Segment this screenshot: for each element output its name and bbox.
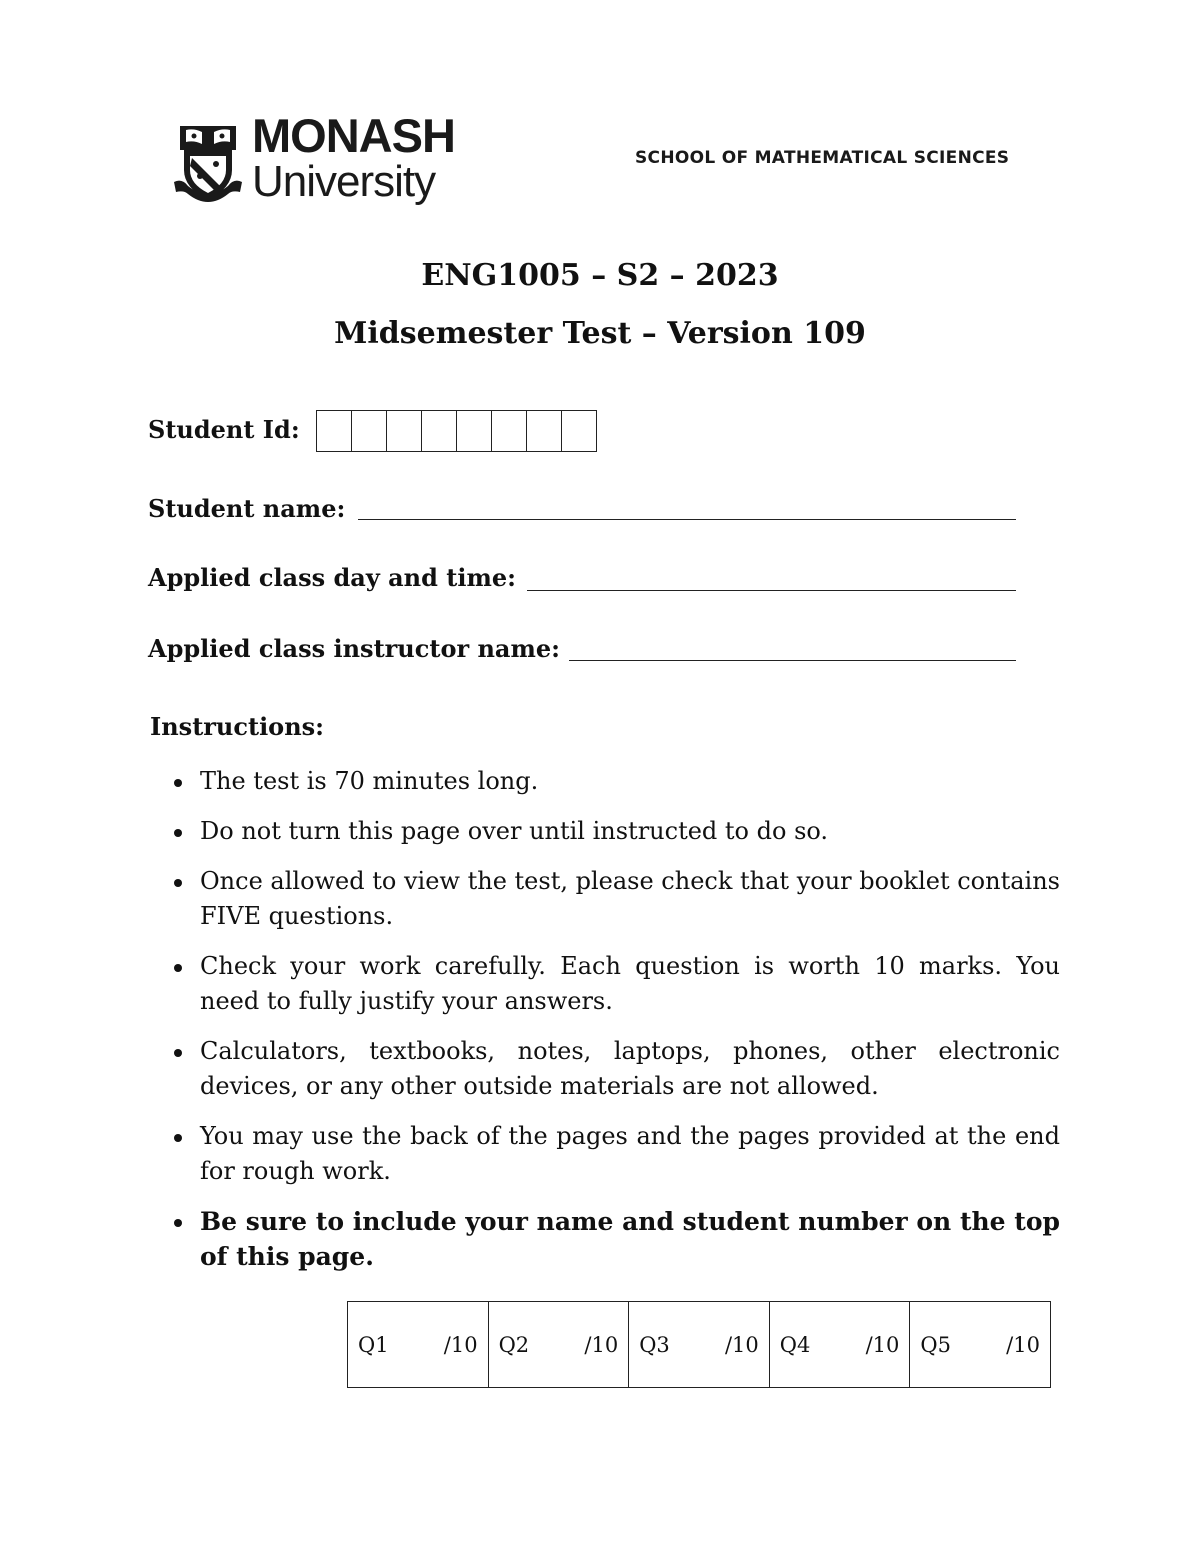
list-item bbox=[172, 1119, 1060, 1189]
marks-table bbox=[347, 1301, 1051, 1388]
instructions-list bbox=[172, 764, 1060, 1289]
mark-cell-q4[interactable] bbox=[770, 1302, 911, 1387]
bullet-icon bbox=[174, 879, 182, 887]
student-id-box[interactable] bbox=[317, 410, 352, 452]
student-id-box[interactable] bbox=[352, 410, 387, 452]
instruction-text: Do not turn this page over until instructed to do so. bbox=[200, 817, 829, 845]
bullet-icon bbox=[174, 1049, 182, 1057]
question-label: Q5 bbox=[920, 1332, 951, 1357]
question-max-marks: /10 bbox=[724, 1332, 759, 1357]
question-label: Q3 bbox=[639, 1332, 670, 1357]
list-item bbox=[172, 814, 1060, 849]
course-title: ENG1005 – S2 – 2023 bbox=[421, 258, 779, 293]
bullet-icon bbox=[174, 1134, 182, 1142]
bullet-icon bbox=[174, 964, 182, 972]
mark-cell-q1[interactable] bbox=[348, 1302, 489, 1387]
list-item bbox=[172, 1204, 1060, 1274]
question-max-marks: /10 bbox=[1006, 1332, 1040, 1357]
question-label: Q1 bbox=[358, 1332, 389, 1357]
monash-logo bbox=[172, 109, 462, 210]
question-max-marks: /10 bbox=[865, 1332, 900, 1357]
question-max-marks: /10 bbox=[584, 1332, 619, 1357]
bullet-icon bbox=[174, 779, 182, 787]
student-id-box[interactable] bbox=[492, 410, 527, 452]
student-name-label: Student name: bbox=[148, 494, 346, 523]
question-max-marks: /10 bbox=[443, 1332, 478, 1357]
instruction-text: You may use the back of the pages and the pages provided at the end for rough work. bbox=[200, 1122, 1060, 1185]
monash-crest-icon bbox=[172, 120, 244, 206]
instructor-field[interactable] bbox=[569, 660, 1016, 661]
list-item bbox=[172, 1034, 1060, 1104]
logo-wordmark-university: University bbox=[252, 157, 436, 206]
bullet-icon bbox=[174, 829, 182, 837]
student-id-boxes[interactable] bbox=[316, 410, 597, 452]
instruction-text: Calculators, textbooks, notes, laptops, phones, other electronic devices, or any other outside materials are not allowed. bbox=[200, 1037, 1060, 1100]
question-label: Q2 bbox=[498, 1332, 530, 1357]
instruction-text: Once allowed to view the test, please check that your booklet contains FIVE questions. bbox=[200, 867, 1060, 930]
mark-cell-q3[interactable] bbox=[629, 1302, 770, 1387]
instruction-text: The test is 70 minutes long. bbox=[200, 767, 539, 795]
instructions-heading: Instructions: bbox=[150, 712, 325, 741]
student-name-field[interactable] bbox=[358, 519, 1016, 520]
class-day-field[interactable] bbox=[527, 590, 1016, 591]
student-id-box[interactable] bbox=[527, 410, 562, 452]
list-item bbox=[172, 764, 1060, 799]
class-day-label: Applied class day and time: bbox=[148, 563, 516, 592]
list-item bbox=[172, 949, 1060, 1019]
question-label: Q4 bbox=[779, 1332, 811, 1357]
instruction-text-emphasis: Be sure to include your name and student number on the top of this page. bbox=[200, 1207, 1060, 1271]
school-name: SCHOOL OF MATHEMATICAL SCIENCES bbox=[635, 148, 1010, 168]
test-title: Midsemester Test – Version 109 bbox=[334, 316, 866, 351]
student-id-box[interactable] bbox=[422, 410, 457, 452]
student-id-box[interactable] bbox=[457, 410, 492, 452]
bullet-icon bbox=[174, 1219, 182, 1227]
student-id-label: Student Id: bbox=[148, 415, 300, 444]
mark-cell-q5[interactable] bbox=[910, 1302, 1050, 1387]
student-id-box[interactable] bbox=[562, 410, 597, 452]
instruction-text: Check your work carefully. Each question is worth 10 marks. You need to fully justify your answers. bbox=[200, 952, 1060, 1015]
instructor-label: Applied class instructor name: bbox=[148, 634, 560, 663]
student-id-box[interactable] bbox=[387, 410, 422, 452]
mark-cell-q2[interactable] bbox=[489, 1302, 630, 1387]
logo-wordmark-monash: MONASH bbox=[252, 109, 455, 162]
list-item bbox=[172, 864, 1060, 934]
